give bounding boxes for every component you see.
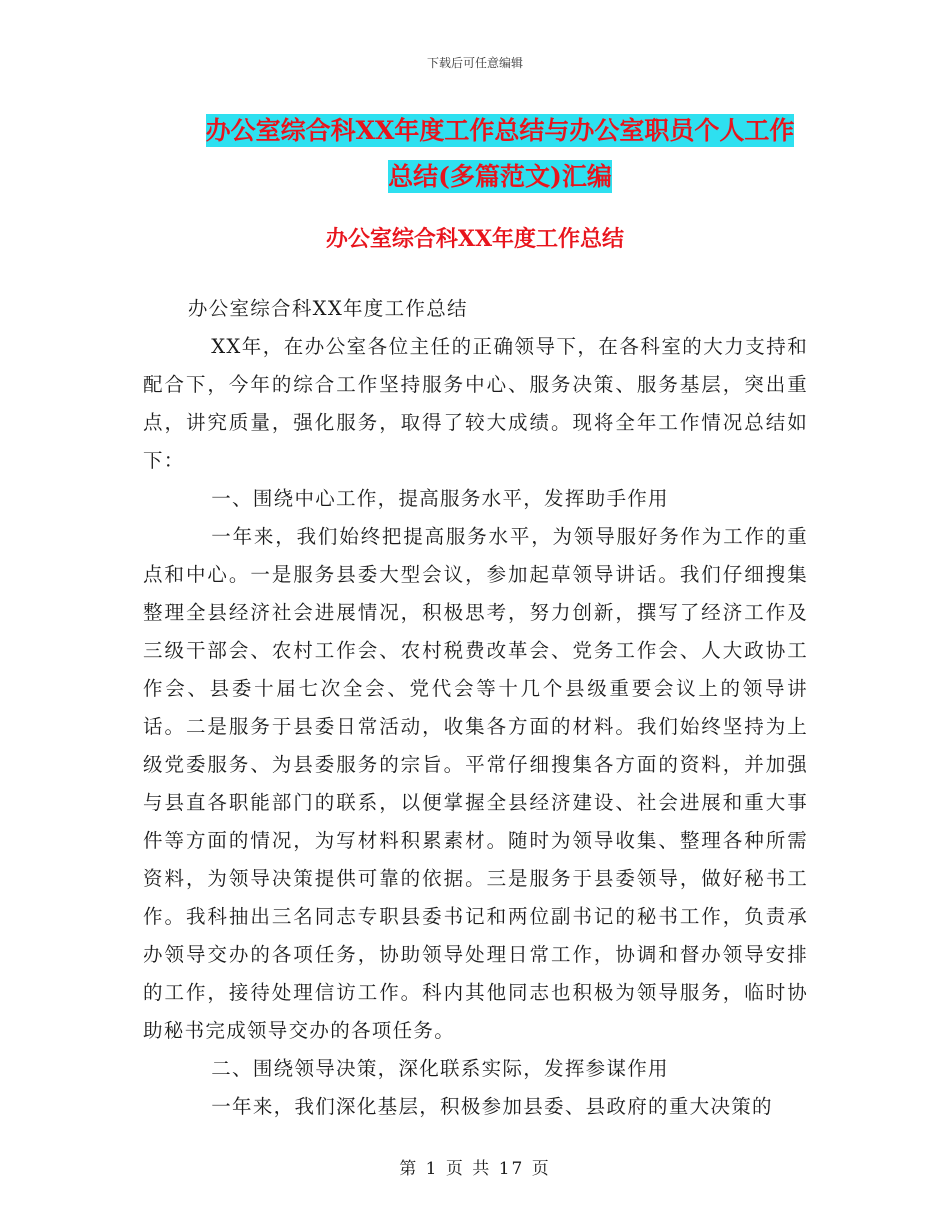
section-title: 办公室综合科XX年度工作总结	[325, 226, 625, 252]
paragraph: XX年，在办公室各位主任的正确领导下，在各科室的大力支持和配合下，今年的综合工作坚持服务中心、服务决策、服务基层，突出重点，讲究质量，强化服务，取得了较大成绩。现将全年工作情况总结如下：	[143, 335, 808, 472]
body-text	[143, 290, 808, 1126]
document-title	[150, 108, 850, 200]
paragraph: 一年来，我们始终把提高服务水平，为领导服好务作为工作的重点和中心。一是服务县委大型会议，参加起草领导讲话。我们仔细搜集整理全县经济社会进展情况，积极思考，努力创新，撰写了经济工作及三级干部会、农村工作会、农村税费改革会、党务工作会、人大政协工作会、县委十届七次全会、党代会等十几个县级重要会议上的领导讲话。二是服务于县委日常活动，收集各方面的材料。我们始终坚持为上级党委服务、为县委服务的宗旨。平常仔细搜集各方面的资料，并加强与县直各职能部门的联系，以便掌握全县经济建设、社会进展和重大事件等方面的情况，为写材料积累素材。随时为领导收集、整理各种所需资料，为领导决策提供可靠的依据。三是服务于县委领导，做好秘书工作。我科抽出三名同志专职县委书记和两位副书记的秘书工作，负责承办领导交办的各项任务，协助领导处理日常工作，协调和督办领导安排的工作，接待处理信访工作。科内其他同志也积极为领导服务，临时协助秘书完成领导交办的各项任务。	[143, 525, 808, 1042]
title-line-2: 总结(多篇范文)汇编	[388, 162, 612, 191]
header-note: 下载后可任意编辑	[426, 56, 523, 70]
paragraph: 办公室综合科XX年度工作总结	[187, 297, 468, 320]
paragraph: 二、围绕领导决策，深化联系实际，发挥参谋作用	[211, 1057, 669, 1080]
paragraph: 一、围绕中心工作，提高服务水平，发挥助手作用	[211, 487, 669, 510]
paragraph: 一年来，我们深化基层，积极参加县委、县政府的重大决策的	[211, 1095, 773, 1118]
title-line-1: 办公室综合科XX年度工作总结与办公室职员个人工作	[205, 116, 795, 145]
page-number: 第 1 页 共 17 页	[399, 1159, 551, 1179]
